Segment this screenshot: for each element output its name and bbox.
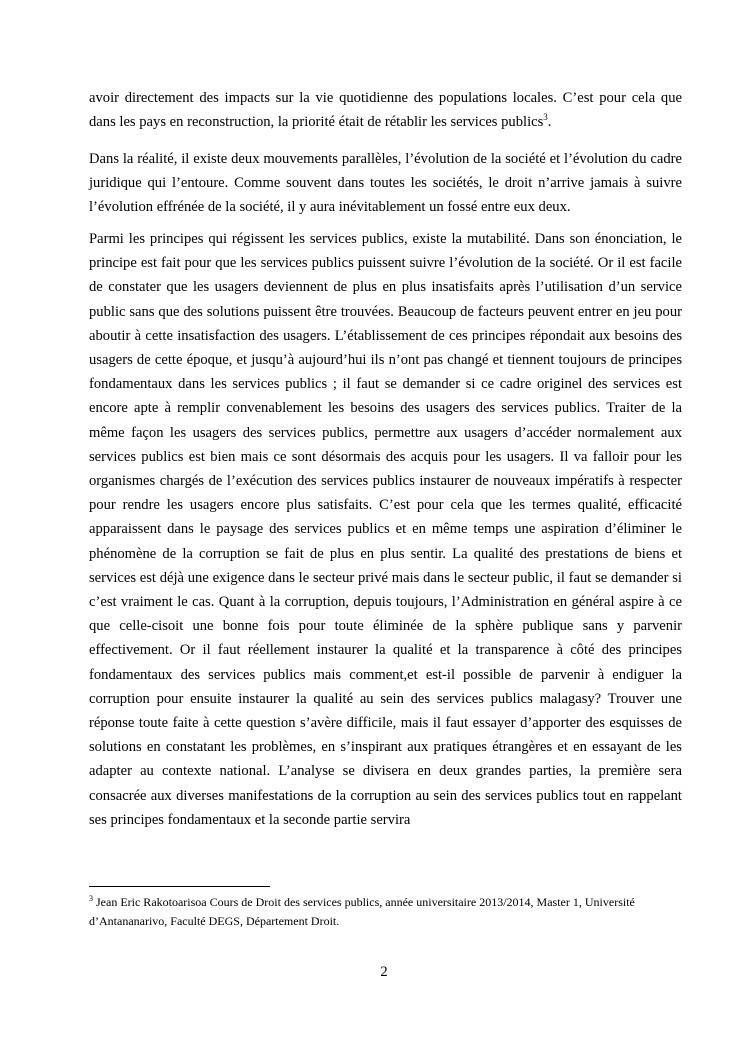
- footnote-reference-3: 3: [543, 112, 548, 123]
- footnote-text: Jean Eric Rakotoarisoa Cours de Droit des services publics, année universitaire 2013/2014, Master 1, Université d’Antananarivo, Faculté DEGS, Département Droit.: [89, 895, 635, 928]
- paragraph-1-text: avoir directement des impacts sur la vie quotidienne des populations locales. C’est pour cela que dans les pays en reconstruction, la priorité était de rétablir les services publics: [89, 90, 682, 131]
- paragraph-1-end: .: [547, 114, 552, 131]
- page-number: 2: [380, 964, 388, 980]
- footnote: [89, 893, 682, 931]
- footnote-separator: [89, 886, 270, 887]
- footnote-marker: 3: [89, 894, 93, 903]
- paragraph-3: Parmi les principes qui régissent les services publics, existe la mutabilité. Dans son énonciation, le principe est fait pour que les services publics puissent suivre l’évolution de la société. Or il est facile de constater que les usagers deviennent de plus en plus insatisfaits après l’utilisation d’un service public sans que des solutions puissent être trouvées. Beaucoup de facteurs peuvent entrer en jeu pour aboutir à cette insatisfaction des usagers. L’établissement de ces principes répondait aux besoins des usagers de cette époque, et jusqu’à aujourd’hui ils n’ont pas changé et tiennent toujours de principes fondamentaux dans les services publics ; il faut se demander si ce cadre originel des services est encore apte à remplir convenablement les besoins des usagers des services publics. Traiter de la même façon les usagers des services publics, permettre aux usagers d’accéder normalement aux services publics est bien mais ce sont désormais des acquis pour les usagers. Il va falloir pour les organismes chargés de l’exécution des services publics instaurer de nouveaux impératifs à respecter pour rendre les usagers encore plus satisfaits. C’est pour cela que les termes qualité, efficacité apparaissent dans le paysage des services publics et en même temps une aspiration d’éliminer le phénomène de la corruption se fait de plus en plus sentir. La qualité des prestations de biens et services est déjà une exigence dans le secteur privé mais dans le secteur public, il faut se demander si c’est vraiment le cas. Quant à la corruption, depuis toujours, l’Administration en général aspire à ce que celle-cisoit une bonne fois pour toute éliminée de la sphère publique sans y parvenir effectivement. Or il faut réellement instaurer la qualité et la transparence à côté des principes fondamentaux des services publics mais comment,et est-il possible de parvenir à endiguer la corruption pour ensuite instaurer la qualité au sein des services publics malagasy? Trouver une réponse toute faite à cette question s’avère difficile, mais il faut essayer d’apporter des esquisses de solutions en constatant les problèmes, en s’inspirant aux pratiques étrangères et en essayant de les adapter au contexte national. L’analyse se divisera en deux grandes parties, la première sera consacrée aux diverses manifestations de la corruption au sein des services publics tout en rappelant ses principes fondamentaux et la seconde partie servira: [89, 231, 682, 828]
- paragraph-1: [89, 86, 682, 134]
- paragraph-2: Dans la réalité, il existe deux mouvements parallèles, l’évolution de la société et l’évolution du cadre juridique qui l’entoure. Comme souvent dans toutes les sociétés, le droit n’arrive jamais à suivre l’évolution effrénée de la société, il y aura inévitablement un fossé entre eux deux.: [89, 151, 682, 216]
